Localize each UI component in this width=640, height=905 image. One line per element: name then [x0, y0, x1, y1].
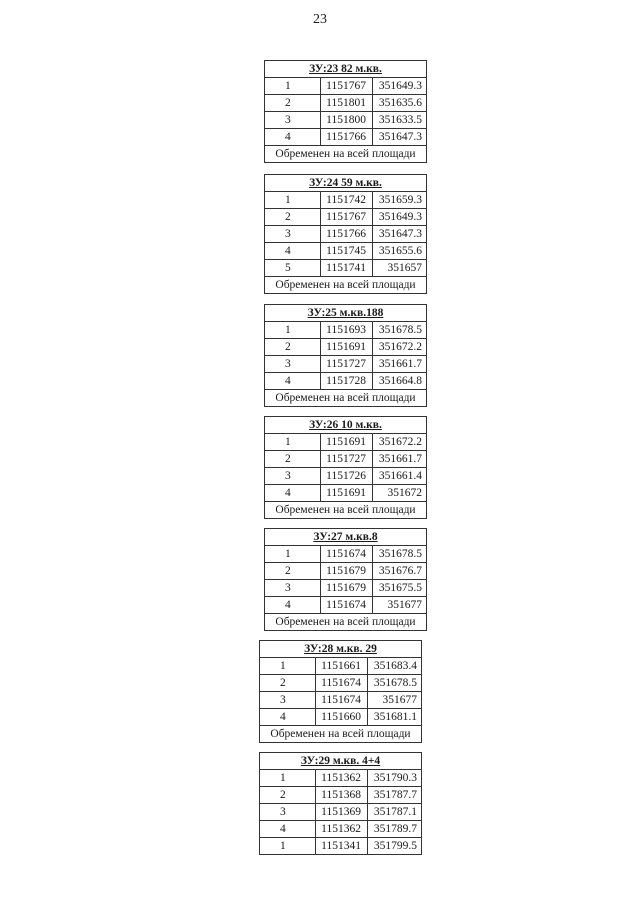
x-coordinate: 1151362	[316, 821, 368, 838]
y-coordinate: 351787.7	[368, 787, 422, 804]
x-coordinate: 1151767	[321, 209, 373, 226]
table-row	[265, 112, 427, 129]
encumbrance-note: Обременен на всей площади	[265, 614, 427, 631]
table-row	[265, 339, 427, 356]
y-coordinate: 351677	[368, 692, 422, 709]
point-number: 1	[265, 546, 321, 563]
y-coordinate: 351635.6	[373, 95, 427, 112]
x-coordinate: 1151800	[321, 112, 373, 129]
x-coordinate: 1151691	[321, 434, 373, 451]
x-coordinate: 1151674	[321, 546, 373, 563]
point-number: 1	[265, 434, 321, 451]
page-number: 23	[313, 12, 327, 27]
x-coordinate: 1151362	[316, 770, 368, 787]
table-header: ЗУ:27 м.кв.8	[265, 529, 427, 546]
point-number: 3	[260, 692, 316, 709]
x-coordinate: 1151727	[321, 356, 373, 373]
table-row	[265, 485, 427, 502]
table-row	[265, 243, 427, 260]
x-coordinate: 1151341	[316, 838, 368, 855]
table-row	[265, 260, 427, 277]
table-header: ЗУ:24 59 м.кв.	[265, 175, 427, 192]
point-number: 4	[265, 373, 321, 390]
table-row	[265, 322, 427, 339]
parcel-table-zu23	[264, 60, 427, 163]
y-coordinate: 351681.1	[368, 709, 422, 726]
y-coordinate: 351678.5	[373, 546, 427, 563]
point-number: 2	[265, 339, 321, 356]
table-row	[265, 563, 427, 580]
y-coordinate: 351657	[373, 260, 427, 277]
x-coordinate: 1151693	[321, 322, 373, 339]
table-row	[260, 821, 422, 838]
point-number: 4	[265, 597, 321, 614]
y-coordinate: 351647.3	[373, 226, 427, 243]
y-coordinate: 351659.3	[373, 192, 427, 209]
y-coordinate: 351675.5	[373, 580, 427, 597]
y-coordinate: 351678.5	[368, 675, 422, 692]
point-number: 3	[265, 580, 321, 597]
y-coordinate: 351787.1	[368, 804, 422, 821]
table-header: ЗУ:28 м.кв. 29	[260, 641, 422, 658]
point-number: 3	[265, 356, 321, 373]
point-number: 1	[265, 78, 321, 95]
y-coordinate: 351647.3	[373, 129, 427, 146]
table-row	[265, 356, 427, 373]
point-number: 3	[265, 226, 321, 243]
encumbrance-note: Обременен на всей площади	[265, 146, 427, 163]
table-row	[265, 580, 427, 597]
parcel-table-zu28	[259, 640, 422, 743]
point-number: 1	[260, 770, 316, 787]
encumbrance-note: Обременен на всей площади	[260, 726, 422, 743]
table-row	[265, 434, 427, 451]
point-number: 4	[265, 129, 321, 146]
table-row	[260, 787, 422, 804]
y-coordinate: 351661.7	[373, 451, 427, 468]
table-row	[265, 451, 427, 468]
point-number: 1	[265, 192, 321, 209]
parcel-table-zu25	[264, 304, 427, 407]
y-coordinate: 351789.7	[368, 821, 422, 838]
x-coordinate: 1151742	[321, 192, 373, 209]
table-row	[260, 692, 422, 709]
point-number: 1	[260, 658, 316, 675]
table-header: ЗУ:26 10 м.кв.	[265, 417, 427, 434]
y-coordinate: 351683.4	[368, 658, 422, 675]
parcel-table-zu27	[264, 528, 427, 631]
encumbrance-note: Обременен на всей площади	[265, 502, 427, 519]
table-row	[265, 597, 427, 614]
point-number: 5	[265, 260, 321, 277]
y-coordinate: 351677	[373, 597, 427, 614]
y-coordinate: 351672.2	[373, 339, 427, 356]
y-coordinate: 351649.3	[373, 78, 427, 95]
x-coordinate: 1151741	[321, 260, 373, 277]
x-coordinate: 1151726	[321, 468, 373, 485]
table-row	[265, 129, 427, 146]
point-number: 3	[260, 804, 316, 821]
x-coordinate: 1151674	[321, 597, 373, 614]
x-coordinate: 1151728	[321, 373, 373, 390]
point-number: 1	[265, 322, 321, 339]
x-coordinate: 1151661	[316, 658, 368, 675]
y-coordinate: 351790.3	[368, 770, 422, 787]
parcel-table-zu29	[259, 752, 422, 855]
table-header: ЗУ:23 82 м.кв.	[265, 61, 427, 78]
table-header: ЗУ:25 м.кв.188	[265, 305, 427, 322]
y-coordinate: 351661.7	[373, 356, 427, 373]
point-number: 2	[265, 95, 321, 112]
point-number: 2	[265, 451, 321, 468]
table-row	[260, 770, 422, 787]
point-number: 4	[265, 243, 321, 260]
x-coordinate: 1151691	[321, 485, 373, 502]
y-coordinate: 351799.5	[368, 838, 422, 855]
table-header: ЗУ:29 м.кв. 4+4	[260, 753, 422, 770]
x-coordinate: 1151745	[321, 243, 373, 260]
encumbrance-note: Обременен на всей площади	[265, 277, 427, 294]
table-row	[265, 209, 427, 226]
parcel-table-zu26	[264, 416, 427, 519]
point-number: 4	[260, 821, 316, 838]
point-number: 3	[265, 112, 321, 129]
x-coordinate: 1151691	[321, 339, 373, 356]
table-row	[260, 804, 422, 821]
y-coordinate: 351678.5	[373, 322, 427, 339]
table-row	[260, 658, 422, 675]
y-coordinate: 351672	[373, 485, 427, 502]
x-coordinate: 1151679	[321, 563, 373, 580]
table-row	[265, 373, 427, 390]
point-number: 2	[260, 787, 316, 804]
point-number: 1	[260, 838, 316, 855]
table-row	[265, 226, 427, 243]
parcel-table-zu24	[264, 174, 427, 294]
table-row	[265, 95, 427, 112]
x-coordinate: 1151660	[316, 709, 368, 726]
table-row	[260, 709, 422, 726]
point-number: 3	[265, 468, 321, 485]
x-coordinate: 1151674	[316, 692, 368, 709]
point-number: 2	[265, 563, 321, 580]
point-number: 4	[265, 485, 321, 502]
table-row	[265, 468, 427, 485]
x-coordinate: 1151766	[321, 129, 373, 146]
table-row	[265, 546, 427, 563]
encumbrance-note: Обременен на всей площади	[265, 390, 427, 407]
table-row	[260, 838, 422, 855]
table-row	[265, 78, 427, 95]
point-number: 2	[265, 209, 321, 226]
y-coordinate: 351664.8	[373, 373, 427, 390]
x-coordinate: 1151674	[316, 675, 368, 692]
x-coordinate: 1151679	[321, 580, 373, 597]
x-coordinate: 1151727	[321, 451, 373, 468]
y-coordinate: 351655.6	[373, 243, 427, 260]
table-row	[260, 675, 422, 692]
x-coordinate: 1151369	[316, 804, 368, 821]
x-coordinate: 1151801	[321, 95, 373, 112]
point-number: 2	[260, 675, 316, 692]
y-coordinate: 351661.4	[373, 468, 427, 485]
y-coordinate: 351676.7	[373, 563, 427, 580]
table-row	[265, 192, 427, 209]
y-coordinate: 351633.5	[373, 112, 427, 129]
y-coordinate: 351672.2	[373, 434, 427, 451]
point-number: 4	[260, 709, 316, 726]
x-coordinate: 1151767	[321, 78, 373, 95]
x-coordinate: 1151368	[316, 787, 368, 804]
x-coordinate: 1151766	[321, 226, 373, 243]
y-coordinate: 351649.3	[373, 209, 427, 226]
